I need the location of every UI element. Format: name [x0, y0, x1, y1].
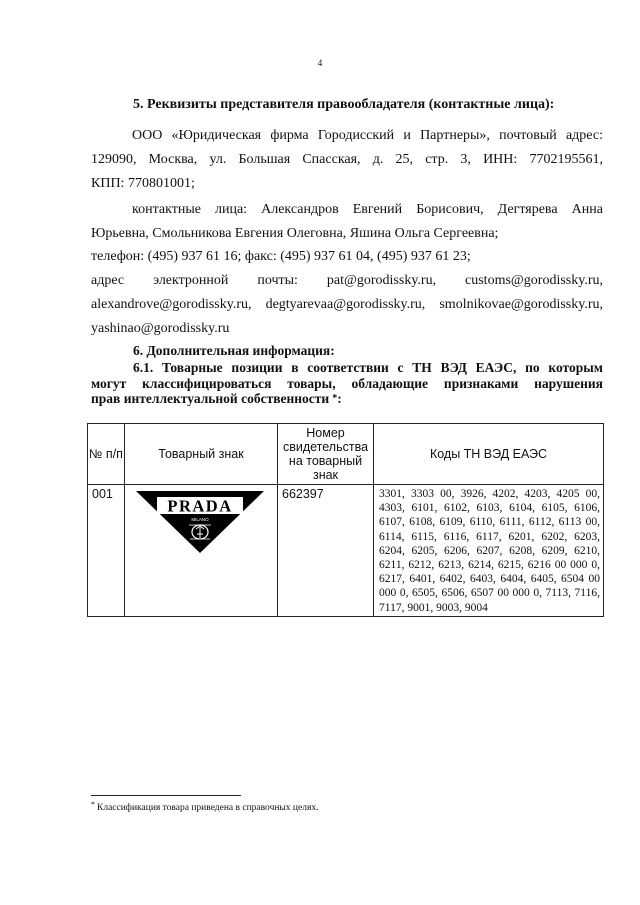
word: ТН	[412, 360, 432, 375]
phone-paragraph	[91, 245, 603, 269]
word: 7702195561,	[529, 152, 603, 167]
word: соответствии	[307, 360, 389, 375]
footnote-text: Классификация товара приведена в справочных целях.	[97, 803, 319, 813]
trademark-logo-cell	[125, 485, 278, 617]
word: pat@gorodissky.ru,	[326, 273, 437, 288]
word: ул.	[209, 152, 227, 167]
word: в	[291, 360, 299, 375]
footnote-reference[interactable]: *	[332, 393, 338, 404]
hs-codes: 3301, 3303 00, 3926, 4202, 4203, 4205 00, 4303, 6101, 6102, 6103, 6104, 6105, 6106, 6107, 6108, 6109, 6110, 6111, 6112, 6113 00, 6114, 6115, 6116, 6117, 6201, 6202, 6203, 6204, 6205, 6206, 6207, 6208, 6209, 6210, 6211, 6212, 6213, 6214, 6215, 6216 00 000 0, 6217, 6401, 6402, 6403, 6404, 6405, 6504 00 000 0, 6505, 6506, 6507 00 000 0, 7113, 7116, 7117, 9001, 9003, 9004	[374, 485, 604, 617]
word: Спасская,	[302, 152, 361, 167]
certificate-number: 662397	[278, 485, 374, 617]
header-certificate: Номер свидетельства на товарный знак	[278, 424, 374, 485]
table-header-row	[88, 424, 604, 485]
word: признаками	[443, 375, 519, 391]
company-line-2	[91, 148, 603, 172]
word: Партнеры»,	[420, 128, 490, 143]
contacts-paragraph	[91, 198, 603, 246]
word: почты:	[257, 273, 298, 288]
company-line-3: КПП: 770801001;	[91, 176, 195, 191]
page-number: 4	[317, 58, 323, 68]
company-paragraph	[91, 124, 603, 196]
phone-line: телефон: (495) 937 61 16; факс: (495) 937 61 04, (495) 937 61 23;	[91, 249, 471, 264]
word: почтовый	[499, 128, 557, 143]
section61-line-3	[91, 391, 603, 407]
section5-heading: 5. Реквизиты представителя правообладателя (контактные лица):	[133, 97, 555, 112]
header-trademark: Товарный знак	[125, 424, 278, 485]
word: по	[525, 360, 540, 375]
email-line-2	[91, 293, 603, 317]
email-line-1	[91, 269, 603, 293]
word: Товарные	[162, 360, 223, 375]
word: могут	[91, 375, 127, 391]
word: классифицироваться	[142, 375, 272, 391]
word: фирма	[270, 128, 309, 143]
word: адрес	[91, 273, 125, 288]
footnote	[91, 800, 318, 813]
word: стр.	[425, 152, 449, 167]
section61-line-3-text: прав интеллектуальной собственности	[91, 391, 330, 406]
word: адрес:	[565, 128, 603, 143]
section61-line-1	[91, 360, 603, 376]
word: degtyarevaa@gorodissky.ru,	[265, 297, 426, 312]
word: 25,	[395, 152, 414, 167]
contacts-line-1	[91, 198, 603, 222]
word: с	[397, 360, 404, 375]
word: 3,	[460, 152, 471, 167]
word: которым	[548, 360, 603, 375]
word: 129090,	[91, 152, 137, 167]
contacts-line-2: Юрьевна, Смольникова Евгения Олеговна, Яшина Ольга Сергеевна;	[91, 226, 499, 241]
word: электронной	[153, 273, 229, 288]
section6-heading: 6. Дополнительная информация:	[133, 343, 335, 358]
word: Москва,	[148, 152, 198, 167]
word: ВЭД	[440, 360, 467, 375]
section61-line-2	[91, 376, 603, 392]
word: ИНН:	[483, 152, 518, 167]
header-number: № п/п	[88, 424, 125, 485]
word: позиции	[231, 360, 283, 375]
header-codes: Коды ТН ВЭД ЕАЭС	[374, 424, 604, 485]
email-paragraph	[91, 269, 603, 341]
word: smolnikovae@gorodissky.ru,	[439, 297, 603, 312]
word: Дегтярева	[497, 202, 558, 217]
footnote-divider	[91, 795, 241, 796]
word: обладающие	[351, 375, 429, 391]
word: 6.1.	[133, 360, 154, 375]
word: Большая	[238, 152, 291, 167]
word: Анна	[571, 202, 603, 217]
section61-paragraph	[91, 360, 603, 407]
email-line-3: yashinao@gorodissky.ru	[91, 321, 230, 336]
row-number: 001	[88, 485, 125, 617]
word: контактные	[132, 202, 201, 217]
section61-colon: :	[337, 391, 342, 406]
word: alexandrove@gorodissky.ru,	[91, 297, 252, 312]
word: нарушения	[534, 375, 603, 391]
word: customs@gorodissky.ru,	[465, 273, 603, 288]
word: и	[403, 128, 411, 143]
word: ЕАЭС,	[475, 360, 517, 375]
word: Борисович,	[416, 202, 484, 217]
svg-text:PRADA: PRADA	[167, 496, 233, 516]
word: лица:	[214, 202, 248, 217]
word: «Юридическая	[171, 128, 262, 143]
prada-logo-image	[134, 489, 266, 555]
company-line-1	[91, 124, 603, 148]
word: д.	[372, 152, 384, 167]
svg-text:MILANO: MILANO	[191, 517, 209, 522]
word: Городисский	[317, 128, 395, 143]
table-row	[88, 485, 604, 617]
word: Александров	[261, 202, 339, 217]
trademark-table	[87, 423, 604, 617]
word: товары,	[287, 375, 336, 391]
word: ООО	[132, 128, 163, 143]
footnote-mark: *	[91, 800, 95, 809]
word: Евгений	[352, 202, 403, 217]
